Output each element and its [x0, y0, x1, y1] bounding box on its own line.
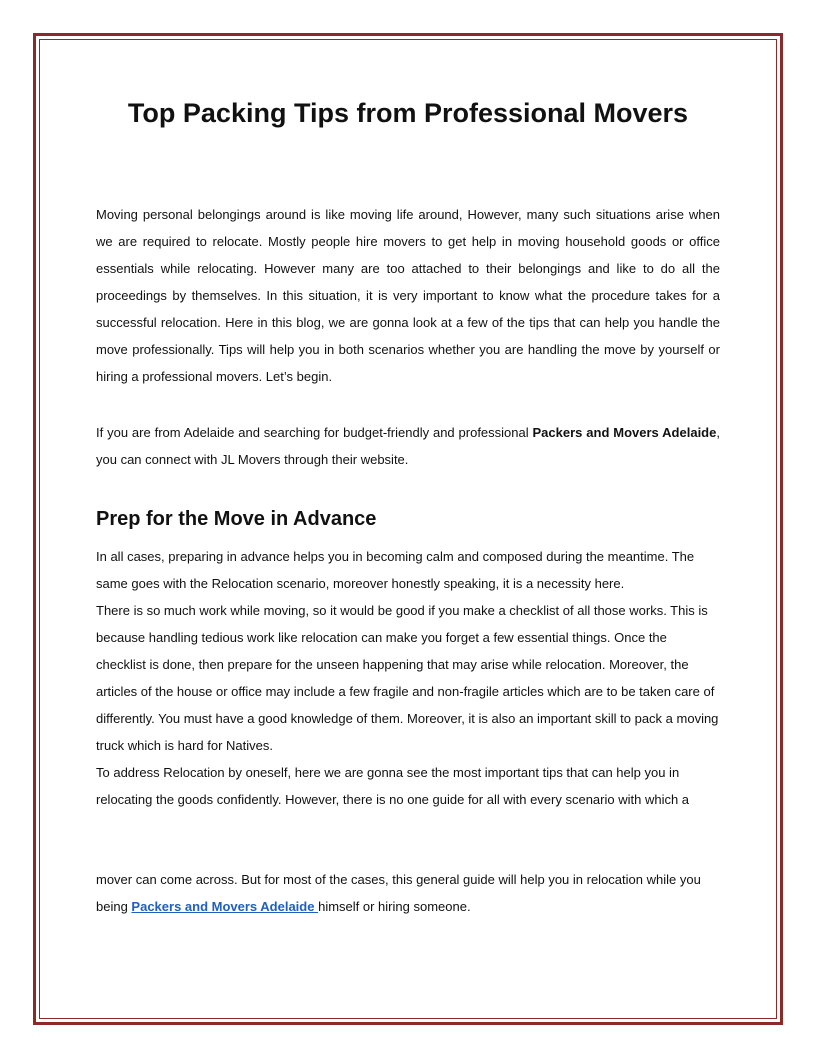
closing-paragraph	[96, 866, 720, 920]
closing-text-after: himself or hiring someone.	[318, 899, 471, 914]
adelaide-text-before: If you are from Adelaide and searching for budget-friendly and professional	[96, 425, 533, 440]
adelaide-text-after: , you can connect with JL Movers through their website.	[96, 425, 720, 467]
closing-text-before: mover can come across. But for most of the cases, this general guide will help you in relocation while you being	[96, 872, 701, 914]
section-heading: Prep for the Move in Advance	[96, 508, 377, 530]
section-paragraph-2: There is so much work while moving, so it would be good if you make a checklist of all those works. This is because handling tedious work like relocation can make you forget a few essential things. Once the checklist is done, then prepare for the unseen happening that may arise while relocation. Moreover, the articles of the house or office may include a few fragile and non-fragile articles which are to be taken care of differently. You must have a good knowledge of them. Moreover, it is also an important skill to pack a moving truck which is hard for Natives.	[96, 603, 719, 753]
section-paragraph-1: In all cases, preparing in advance helps you in becoming calm and composed during the meantime. The same goes with the Relocation scenario, moreover honestly speaking, it is a necessity here.	[96, 549, 695, 591]
packers-movers-adelaide-link[interactable]: Packers and Movers Adelaide	[131, 899, 319, 914]
intro-paragraph: Moving personal belongings around is like moving life around, However, many such situations arise when we are required to relocate. Mostly people hire movers to get help in moving household goods or office essentials while relocating. However many are too attached to their belongings and like to do all the proceedings by themselves. In this situation, it is very important to know what the procedure takes for a successful relocation. Here in this blog, we are gonna look at a few of the tips that can help you handle the move professionally. Tips will help you in both scenarios whether you are handling the move by yourself or hiring a professional movers. Let’s begin.	[96, 207, 720, 384]
adelaide-paragraph	[96, 419, 720, 473]
document-title: Top Packing Tips from Professional Movers	[127, 98, 689, 128]
adelaide-bold-text: Packers and Movers Adelaide	[532, 425, 717, 440]
section-paragraph-3: To address Relocation by oneself, here we are gonna see the most important tips that can help you in relocating the goods confidently. However, there is no one guide for all with every scenario with which a	[96, 765, 690, 807]
